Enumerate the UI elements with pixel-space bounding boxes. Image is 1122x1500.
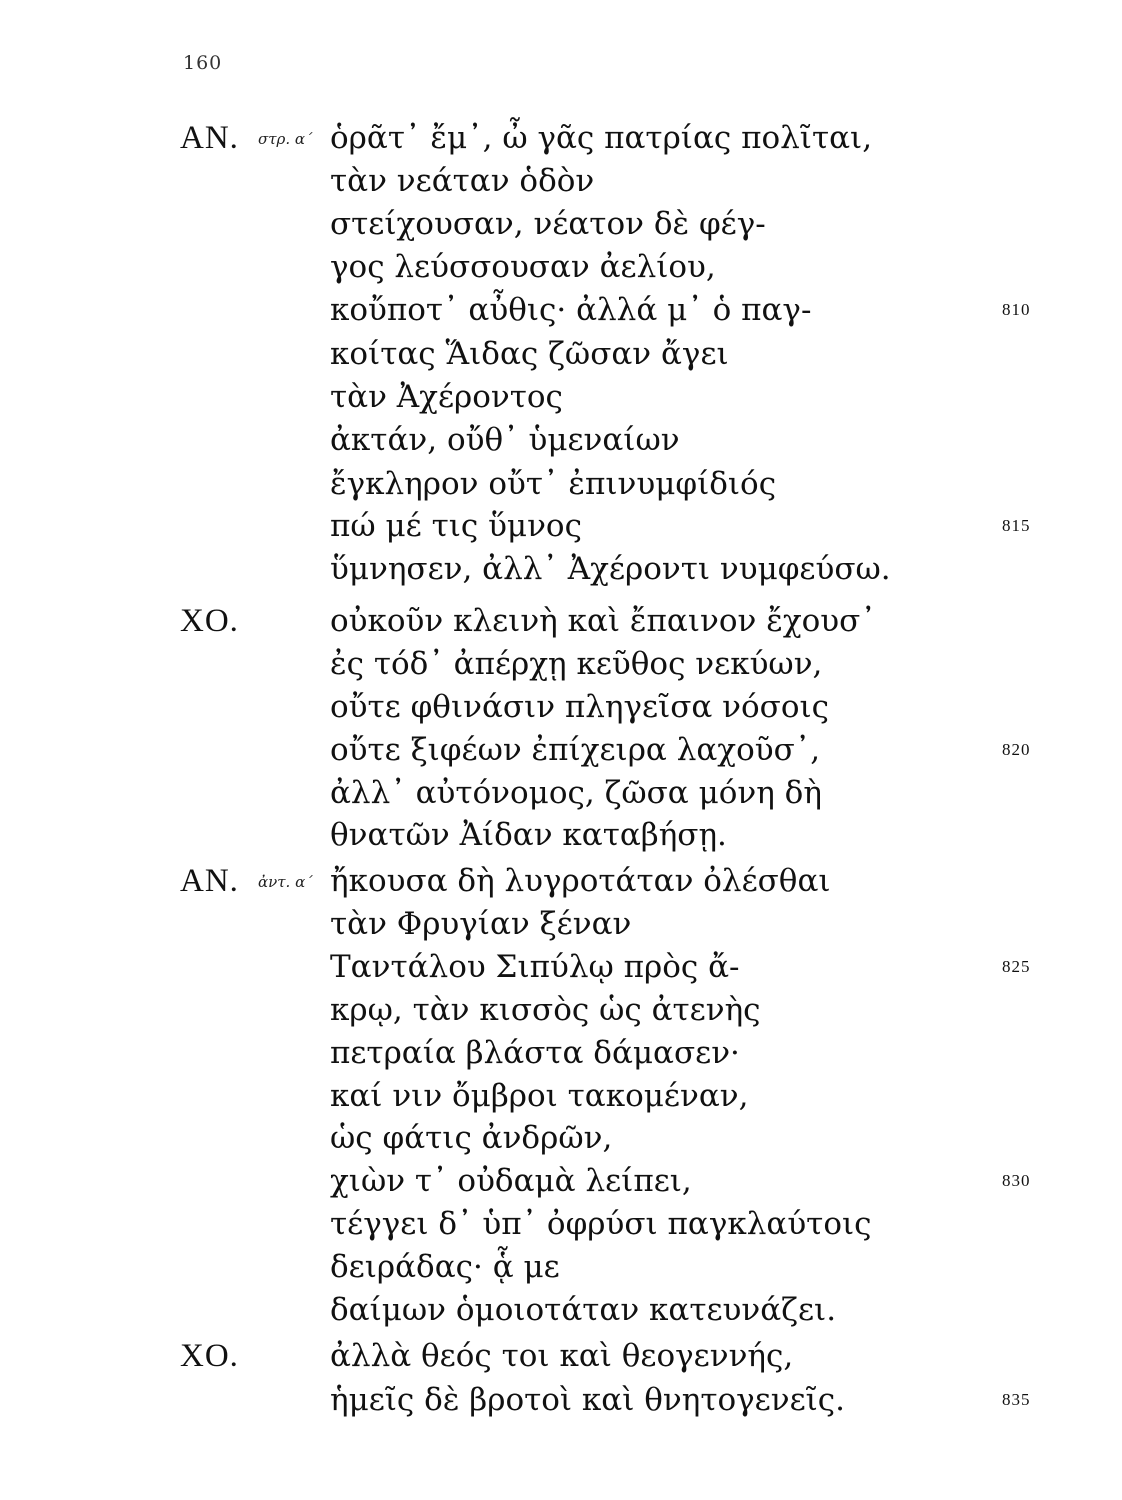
verse-line [0,906,1122,950]
line-number: 825 [1002,957,1031,976]
verse-text: ἤκουσα δὴ λυγροτάταν ὀλέσθαι [330,863,831,899]
verse-line [0,1163,1122,1207]
speaker-label: AN. [180,863,239,899]
verse-text: ὕμνησεν, ἀλλ᾽ Ἀχέροντι νυμφεύσω. [330,551,891,587]
verse-line [0,1382,1122,1426]
verse-text: στείχουσαν, νέατον δὲ φέγ- [330,206,766,242]
verse-text: ἀκτάν, οὔθ᾽ ὑμεναίων [330,422,680,458]
verse-line [0,1035,1122,1079]
speaker-label: AN. [180,120,239,156]
verse-text: κρῳ, τὰν κισσὸς ὡς ἀτενὴς [330,992,761,1028]
verse-text: κοίτας Ἅιδας ζῶσαν ἄγει [330,336,729,372]
verse-text: ὡς φάτις ἀνδρῶν, [330,1120,613,1156]
line-number: 830 [1002,1171,1031,1190]
verse-text: τὰν νεάταν ὁδὸν [330,163,595,199]
strophe-marker: στρ. α΄ [258,130,313,148]
verse-line [0,249,1122,293]
verse-line [0,603,1122,647]
verse-text: ἐς τόδ᾽ ἀπέρχῃ κεῦθος νεκύων, [330,646,823,682]
verse-text: καί νιν ὄμβροι τακομέναν, [330,1078,749,1114]
verse-line [0,508,1122,552]
verse-line [0,466,1122,510]
verse-line [0,551,1122,595]
verse-text: οὐκοῦν κλεινὴ καὶ ἔπαινον ἔχουσ᾽ [330,603,876,639]
verse-text: χιὼν τ᾽ οὐδαμὰ λείπει, [330,1163,692,1199]
verse-line [0,646,1122,690]
verse-text: τὰν Ἀχέροντος [330,379,563,415]
line-number: 815 [1002,516,1031,535]
verse-line [0,775,1122,819]
verse-text: ἀλλὰ θεός τοι καὶ θεογεννής, [330,1338,794,1374]
verse-line [0,817,1122,861]
speaker-label: XO. [180,1338,239,1374]
verse-text: κοὔποτ᾽ αὖθις· ἀλλά μ᾽ ὁ παγ- [330,292,812,328]
line-number: 835 [1002,1390,1031,1409]
verse-text: ὁρᾶτ᾽ ἔμ᾽, ὦ γᾶς πατρίας πολῖται, [330,120,873,156]
verse-text: τὰν Φρυγίαν ξέναν [330,906,632,942]
verse-line [0,992,1122,1036]
verse-line [0,1249,1122,1293]
verse-line [0,1078,1122,1122]
verse-line [0,1120,1122,1164]
verse-line [0,949,1122,993]
verse-line [0,1338,1122,1382]
verse-text: πετραία βλάστα δάμασεν· [330,1035,740,1071]
line-number: 820 [1002,740,1031,759]
verse-text: οὔτε φθινάσιν πληγεῖσα νόσοις [330,689,830,725]
verse-line [0,689,1122,733]
verse-line [0,1292,1122,1336]
verse-line [0,120,1122,164]
verse-text: οὔτε ξιφέων ἐπίχειρα λαχοῦσ᾽, [330,732,821,768]
verse-text: δαίμων ὁμοιοτάταν κατευνάζει. [330,1292,837,1328]
verse-line [0,379,1122,423]
verse-line [0,336,1122,380]
verse-text: γος λεύσσουσαν ἀελίου, [330,249,716,285]
verse-text: ἡμεῖς δὲ βροτοὶ καὶ θνητογενεῖς. [330,1382,846,1418]
verse-text: Ταντάλου Σιπύλῳ πρὸς ἄ- [330,949,740,985]
verse-line [0,863,1122,907]
verse-text: ἔγκληρον οὔτ᾽ ἐπινυμφίδιός [330,466,777,502]
verse-text: τέγγει δ᾽ ὑπ᾽ ὀφρύσι παγκλαύτοις [330,1206,872,1242]
strophe-marker: ἀντ. α΄ [258,873,313,891]
verse-line [0,163,1122,207]
verse-text: πώ μέ τις ὕμνος [330,508,582,544]
verse-line [0,422,1122,466]
verse-text: ἀλλ᾽ αὐτόνομος, ζῶσα μόνη δὴ [330,775,822,811]
page-number: 160 [183,52,223,74]
verse-line [0,292,1122,336]
verse-text: δειράδας· ᾇ με [330,1249,560,1285]
line-number: 810 [1002,300,1031,319]
verse-line [0,732,1122,776]
verse-line [0,1206,1122,1250]
verse-text: θνατῶν Ἀίδαν καταβήσῃ. [330,817,727,853]
verse-line [0,206,1122,250]
speaker-label: XO. [180,603,239,639]
